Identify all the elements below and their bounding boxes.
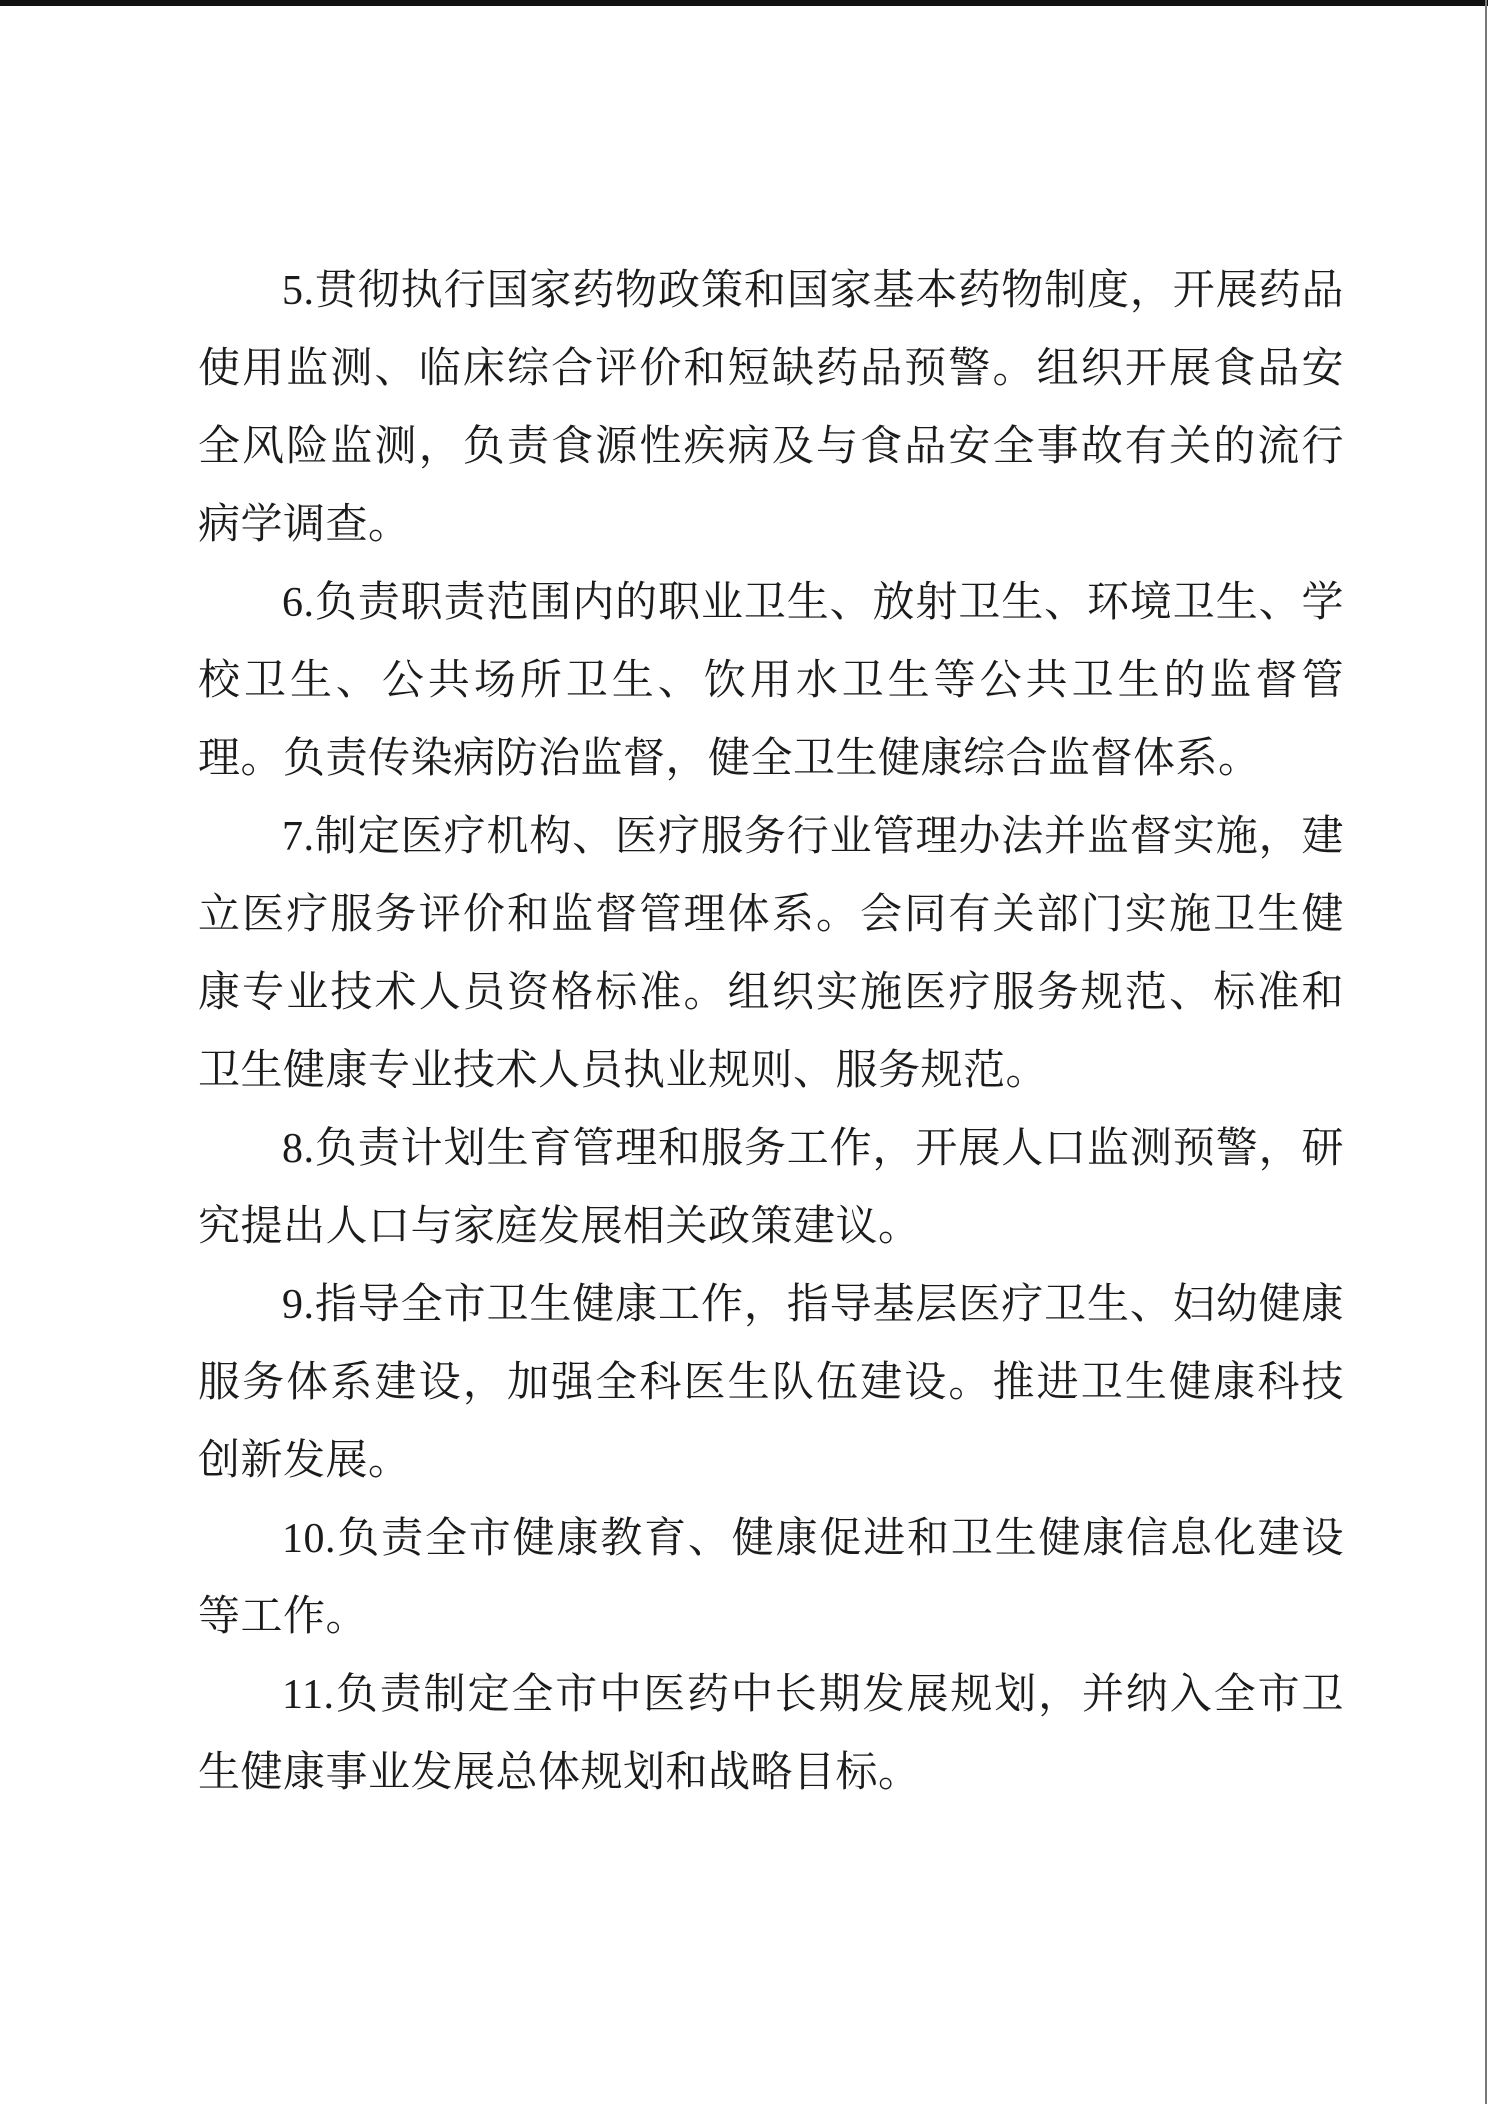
paragraph-item-8: 8.负责计划生育管理和服务工作，开展人口监测预警，研究提出人口与家庭发展相关政策建议。: [198, 1126, 1344, 1250]
paragraph-item-10: 10.负责全市健康教育、健康促进和卫生健康信息化建设等工作。: [198, 1516, 1344, 1640]
paragraph-item-7: 7.制定医疗机构、医疗服务行业管理办法并监督实施，建立医疗服务评价和监督管理体系。会同有关部门实施卫生健康专业技术人员资格标准。组织实施医疗服务规范、标准和卫生健康专业技术人员执业规则、服务规范。: [198, 814, 1344, 1094]
scan-edge-right: [1485, 0, 1487, 2104]
document-body: [198, 252, 1344, 1812]
paragraph-item-11: 11.负责制定全市中医药中长期发展规划，并纳入全市卫生健康事业发展总体规划和战略目标。: [198, 1672, 1344, 1796]
scan-edge-top: [0, 0, 1488, 6]
paragraph-item-6: 6.负责职责范围内的职业卫生、放射卫生、环境卫生、学校卫生、公共场所卫生、饮用水卫生等公共卫生的监督管理。负责传染病防治监督，健全卫生健康综合监督体系。: [198, 580, 1344, 782]
paragraph-item-9: 9.指导全市卫生健康工作，指导基层医疗卫生、妇幼健康服务体系建设，加强全科医生队伍建设。推进卫生健康科技创新发展。: [198, 1282, 1344, 1484]
paragraph-item-5: 5.贯彻执行国家药物政策和国家基本药物制度，开展药品使用监测、临床综合评价和短缺药品预警。组织开展食品安全风险监测，负责食源性疾病及与食品安全事故有关的流行病学调查。: [198, 268, 1344, 548]
